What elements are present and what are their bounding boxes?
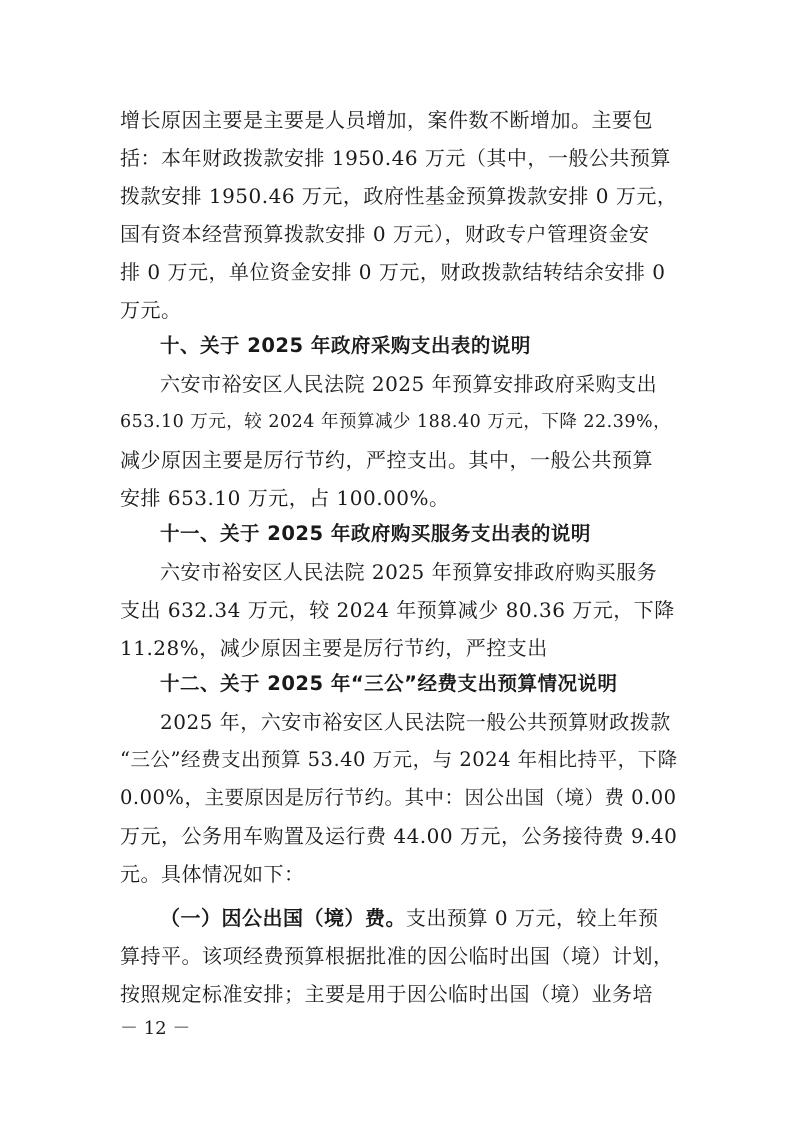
paragraph-line: 增长原因主要是主要是人员增加，案件数不断增加。主要包 <box>120 108 653 132</box>
paragraph-line: 括：本年财政拨款安排 1950.46 万元（其中，一般公共预算 <box>120 146 671 170</box>
paragraph-line: 六安市裕安区人民法院 2025 年预算安排政府采购支出 <box>160 372 658 396</box>
paragraph-line: 算持平。该项经费预算根据批准的因公临时出国（境）计划， <box>120 944 674 968</box>
paragraph-text: 支出预算 0 万元，较上年预 <box>406 906 659 930</box>
paragraph-line <box>160 901 680 935</box>
page-number: － 12 － <box>120 1018 191 1039</box>
paragraph-line: 排 0 万元，单位资金安排 0 万元，财政拨款结转结余安排 0 <box>120 260 666 284</box>
subsection-heading: （一）因公出国（境）费。 <box>160 906 406 930</box>
paragraph-line: “三公”经费支出预算 53.40 万元，与 2024 年相比持平，下降 <box>120 748 678 771</box>
paragraph-line: 0.00%，主要原因是厉行节约。其中：因公出国（境）费 0.00 <box>120 786 677 809</box>
paragraph-line: 万元，公务用车购置及运行费 44.00 万元，公务接待费 9.40 <box>120 824 678 848</box>
paragraph-line: 2025 年，六安市裕安区人民法院一般公共预算财政拨款 <box>160 710 671 734</box>
paragraph-line: 653.10 万元，较 2024 年预算减少 188.40 万元，下降 22.39%， <box>120 412 672 432</box>
paragraph-line: 按照规定标准安排；主要是用于因公临时出国（境）业务培 <box>120 982 653 1006</box>
paragraph-line: 拨款安排 1950.46 万元，政府性基金预算拨款安排 0 万元， <box>120 184 678 208</box>
paragraph-line: 元。具体情况如下： <box>120 862 305 886</box>
paragraph-line: 六安市裕安区人民法院 2025 年预算安排政府购买服务 <box>160 560 658 584</box>
paragraph-line: 国有资本经营预算拨款安排 0 万元），财政专户管理资金安 <box>120 222 650 246</box>
section-heading-11: 十一、关于 2025 年政府购买服务支出表的说明 <box>160 522 591 545</box>
paragraph-line: 支出 632.34 万元，较 2024 年预算减少 80.36 万元，下降 <box>120 598 675 622</box>
section-heading-12: 十二、关于 2025 年“三公”经费支出预算情况说明 <box>160 672 618 695</box>
paragraph-line: 安排 653.10 万元，占 100.00%。 <box>120 486 450 510</box>
paragraph-line: 万元。 <box>120 298 182 322</box>
section-heading-10: 十、关于 2025 年政府采购支出表的说明 <box>160 334 531 357</box>
paragraph-line: 11.28%，减少原因主要是厉行节约，严控支出 <box>120 636 548 660</box>
paragraph-line: 减少原因主要是厉行节约，严控支出。其中，一般公共预算 <box>120 448 653 472</box>
